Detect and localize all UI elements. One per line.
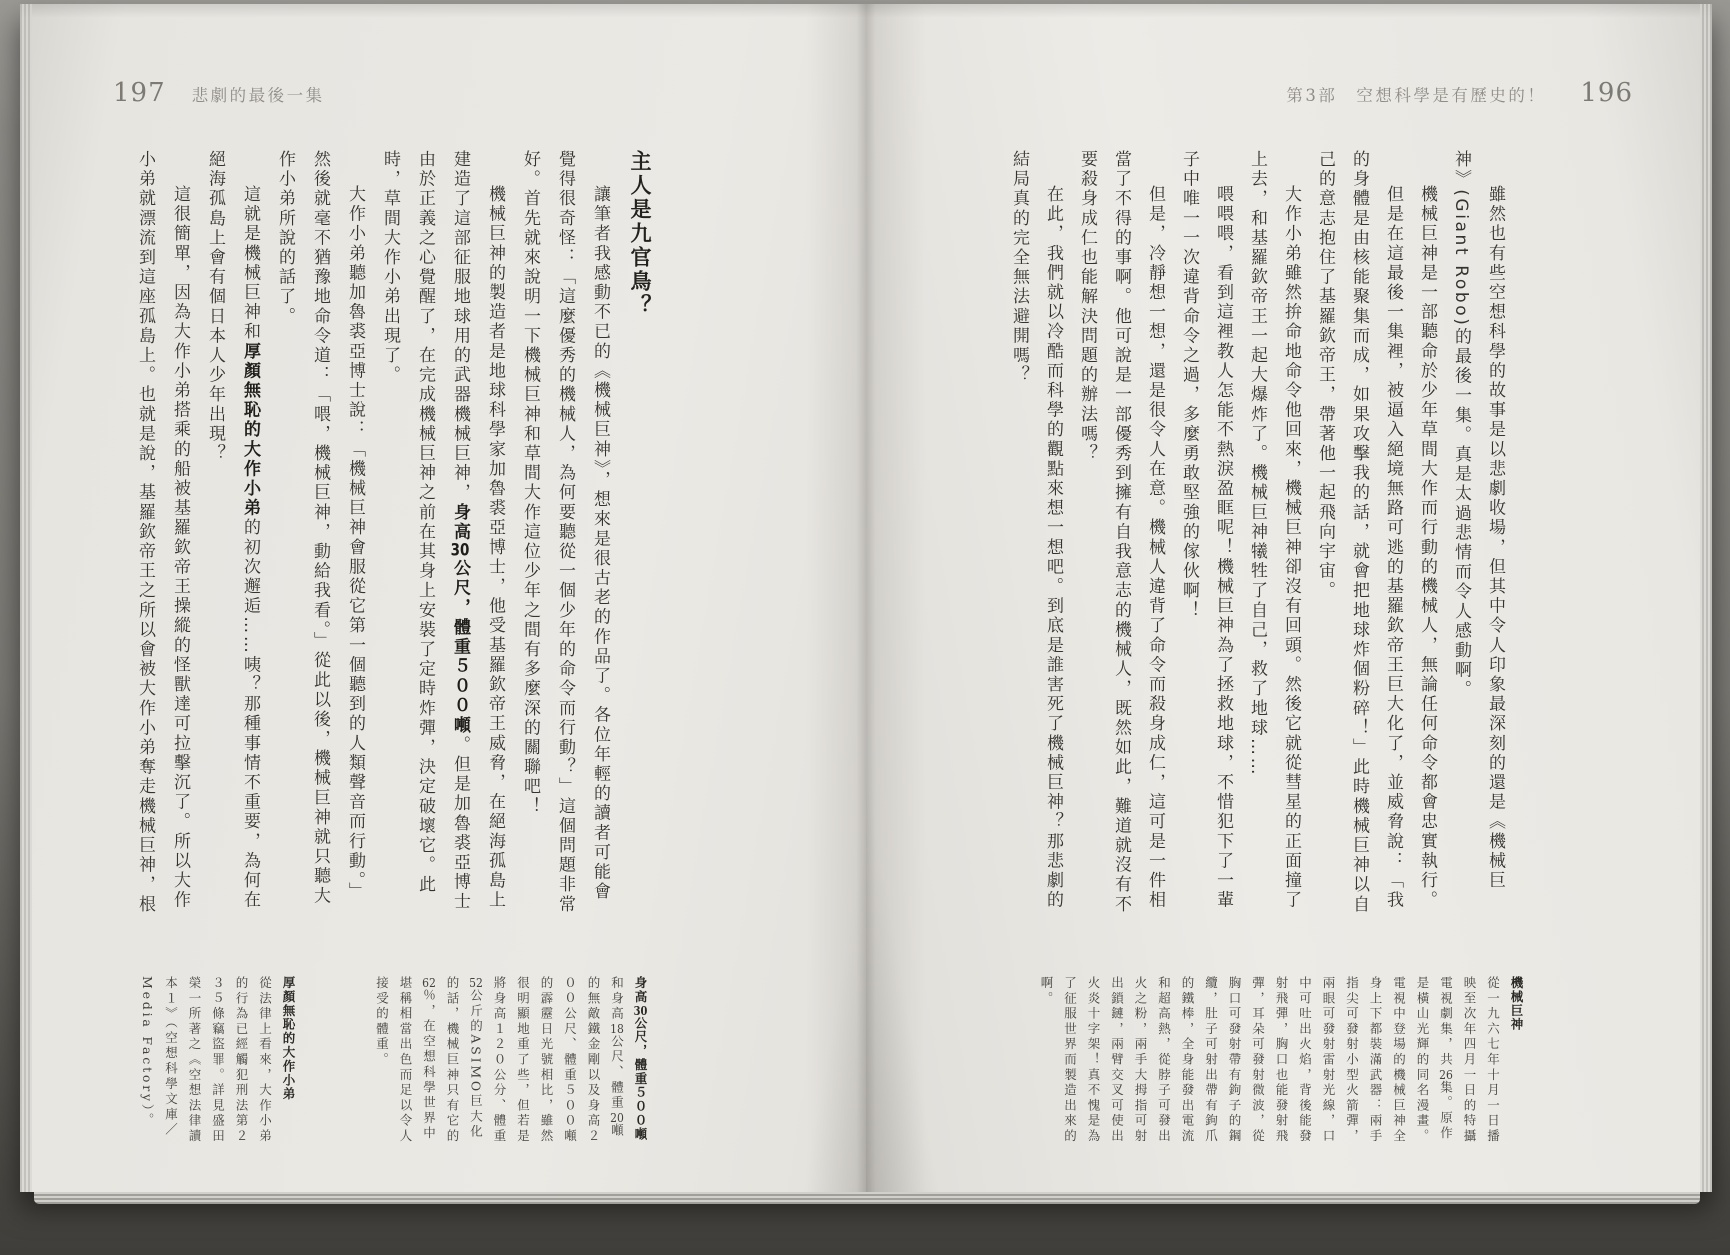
- paragraph: 大作小弟雖然拚命地命令他回來，機械巨神卻沒有回頭。然後它就從彗星的正面撞了上去，和基羅欽帝王一起大爆炸了。機械巨神犧牲了自己，救了地球……: [1247, 150, 1301, 911]
- number-run: 26: [1439, 1067, 1453, 1081]
- page-header-left: [113, 78, 325, 108]
- paragraph: 讓筆者我感動不已的《機械巨神》，想來是很古老的作品了。各位年輕的讀者可能會覺得很奇怪：「這麼優秀的機械人，為何要聽從一個少年的命令而行動？」這個問題非常好。首先就來說明一下機械巨神和草間大作這位少年之間有多麼深的關聯吧！: [520, 150, 610, 915]
- paragraph: 大作小弟聽加魯裘亞博士說：「機械巨神會服從它第一個聽到的人類聲音而行動。」然後就毫不猶豫地命令道：「喂，機械巨神，動給我看。」從此以後，機械巨神就只聽大作小弟所說的話了。: [275, 150, 365, 906]
- text-run: 公斤的ASIMO巨大化的話，機械巨神只有它的: [445, 976, 484, 1145]
- footnote-giant-robo: [1035, 976, 1529, 1150]
- footnote-body: 從法律上看來，大作小弟的行為已經觸犯刑法第２３５條竊盜罪。詳見盛田榮一所著之《空想法律讀本１》（空想科學文庫／Media Factory）。: [140, 976, 273, 1145]
- top-shadow: [20, 4, 1712, 18]
- paragraph: [372, 150, 512, 918]
- text-run: 身高: [633, 976, 648, 1004]
- number-run: 30: [633, 1003, 648, 1017]
- paragraph: 但是，冷靜想一想，還是很令人在意。機械人違背了命令而殺身成仁，這可是一件相當了不得的事啊。他可說是一部優秀到擁有自我意志的機械人，既然如此，難道就沒有不要殺身成仁也能解決問題的辦法嗎？: [1077, 150, 1165, 915]
- paragraph: 在此，我們就以冷酷而科學的觀點來想一想吧。到底是誰害死了機械巨神？那悲劇的結局真的完全無法避開嗎？: [1009, 150, 1063, 911]
- running-title: 悲劇的最後一集: [191, 86, 325, 105]
- page-number: 197: [113, 78, 166, 108]
- paragraph: 這很簡單，因為大作小弟搭乘的船被基羅欽帝王操縱的怪獸達可拉擊沉了。所以大作小弟就漂流到這座孤島上。也就是說，基羅欽帝王之所以會被大作小弟奪走機械巨神，根: [135, 150, 190, 915]
- paragraph: 機械巨神是一部聽命於少年草間大作而行動的機械人，無論任何命令都會忠實執行。: [1417, 184, 1437, 911]
- page-header-right: [1286, 78, 1633, 108]
- text-run: 和身高: [609, 976, 625, 1022]
- main-text-right: [1002, 150, 1512, 918]
- page-number: 196: [1580, 78, 1633, 108]
- text-run: 集。原作是橫山光輝的同名漫畫。電視中登場的機械巨神全身上下都裝滿武器：兩手指尖可發射小型火箭彈，兩眼可發射雷射光線，口中可吐出火焰，背後能發射飛彈，胸口也能發射飛彈，耳朵可發射微波，從胸口可發射帶有鉤子的鋼纜，肚子可射出帶有鉤爪的鐵棒，全身能發出電流和超高熱，從脖子可發出火之粉，兩手大拇指可射出鎖鏈，兩臂交叉可使出火炎十字架！真不愧是為了征服世界而製造出來的啊。: [1039, 976, 1454, 1145]
- paragraph: 喂喂喂，看到這裡教人怎能不熱淚盈眶呢！機械巨神為了拯救地球，不惜犯下了一輩子中唯一一次違背命令之過，多麼勇敢堅強的傢伙啊！: [1179, 150, 1233, 911]
- text-run: 機械巨神的製造者是地球科學家加魯裘亞博士，他受基羅欽帝王威脅，在絕海孤島上建造了這部征服地球用的武器機械巨神，: [450, 150, 505, 911]
- page-196: [866, 4, 1712, 1192]
- bold-emphasis: [450, 503, 470, 736]
- footnote-body: [1035, 976, 1505, 1150]
- footnote-title: 厚顏無恥的大作小弟: [281, 976, 296, 1102]
- paragraph: 但是在這最後一集裡，被逼入絕境無路可逃的基羅欽帝王巨大化了，並威脅說：「我的身體是由核能聚集而成，如果攻擊我的話，就會把地球炸個粉碎！」此時機械巨神以自己的意志抱住了基羅欽帝王，帶著他一起飛向宇宙。: [1315, 150, 1403, 915]
- footnote-title: 機械巨神: [1509, 976, 1524, 1032]
- page-197: [20, 4, 866, 1192]
- footnote-title: [629, 976, 653, 1150]
- page-edge-stack-right: [1700, 4, 1712, 1192]
- paragraph: 雖然也有些空想科學的故事是以悲劇收場，但其中令人印象最深刻的還是《機械巨神》(Giant Robo)的最後一集。真是太過悲情而令人感動啊。: [1451, 150, 1505, 891]
- text-run: 身高: [450, 502, 470, 543]
- section-heading: 主人是九官鳥？: [628, 150, 652, 318]
- text-run: ％，在空想科學世界中堪稱相當出色而足以令人接受的體重。: [374, 976, 437, 1145]
- text-run: 公尺、體重: [609, 1034, 625, 1111]
- number-run: 20: [610, 1110, 624, 1124]
- text-run: 公尺，體重５００噸: [633, 1016, 648, 1142]
- main-text-left: [127, 150, 660, 918]
- number-run: 18: [610, 1021, 624, 1035]
- open-book: [20, 4, 1712, 1192]
- number-run: 62: [422, 976, 436, 989]
- footnote-body: [370, 976, 629, 1150]
- text-run: 。但是加魯裘亞博士由於正義之心覺醒了，在完成機械巨神之前在其身上安裝了定時炸彈，決定破壞它。此時，草間大作小弟出現了。: [380, 150, 470, 912]
- number-run: 52: [469, 976, 483, 989]
- text-run: 公尺，體重５００噸: [450, 559, 470, 736]
- text-run: 這就是機械巨神和: [240, 184, 260, 342]
- footnote-daisaku: [136, 976, 301, 1150]
- footnote-specs: [370, 976, 652, 1150]
- book-spine-gutter: [806, 4, 926, 1192]
- text-run: 噸的無敵鐵金剛以及身高２００公尺、體重５００噸的霹靂日光號相比，雖然很明顯地重了些，但若是將身高１２０公分、體重: [492, 976, 625, 1145]
- paragraph: [197, 150, 267, 918]
- page-edge-stack-left: [20, 4, 32, 1192]
- running-title: 第3部 空想科學是有歷史的！: [1286, 86, 1547, 105]
- page-edge-stack-bottom: [34, 1192, 1700, 1204]
- bold-emphasis: 厚顏無恥的大作小弟: [240, 341, 260, 519]
- text-run: 從一九六七年十月一日播映至次年四月一日的特攝電視劇集，共: [1438, 976, 1501, 1145]
- number-run: 30: [450, 542, 470, 560]
- text-run: 的初次邂逅……咦？那種事情不重要，為何在絕海孤島上會有個日本人少年出現？: [205, 150, 260, 911]
